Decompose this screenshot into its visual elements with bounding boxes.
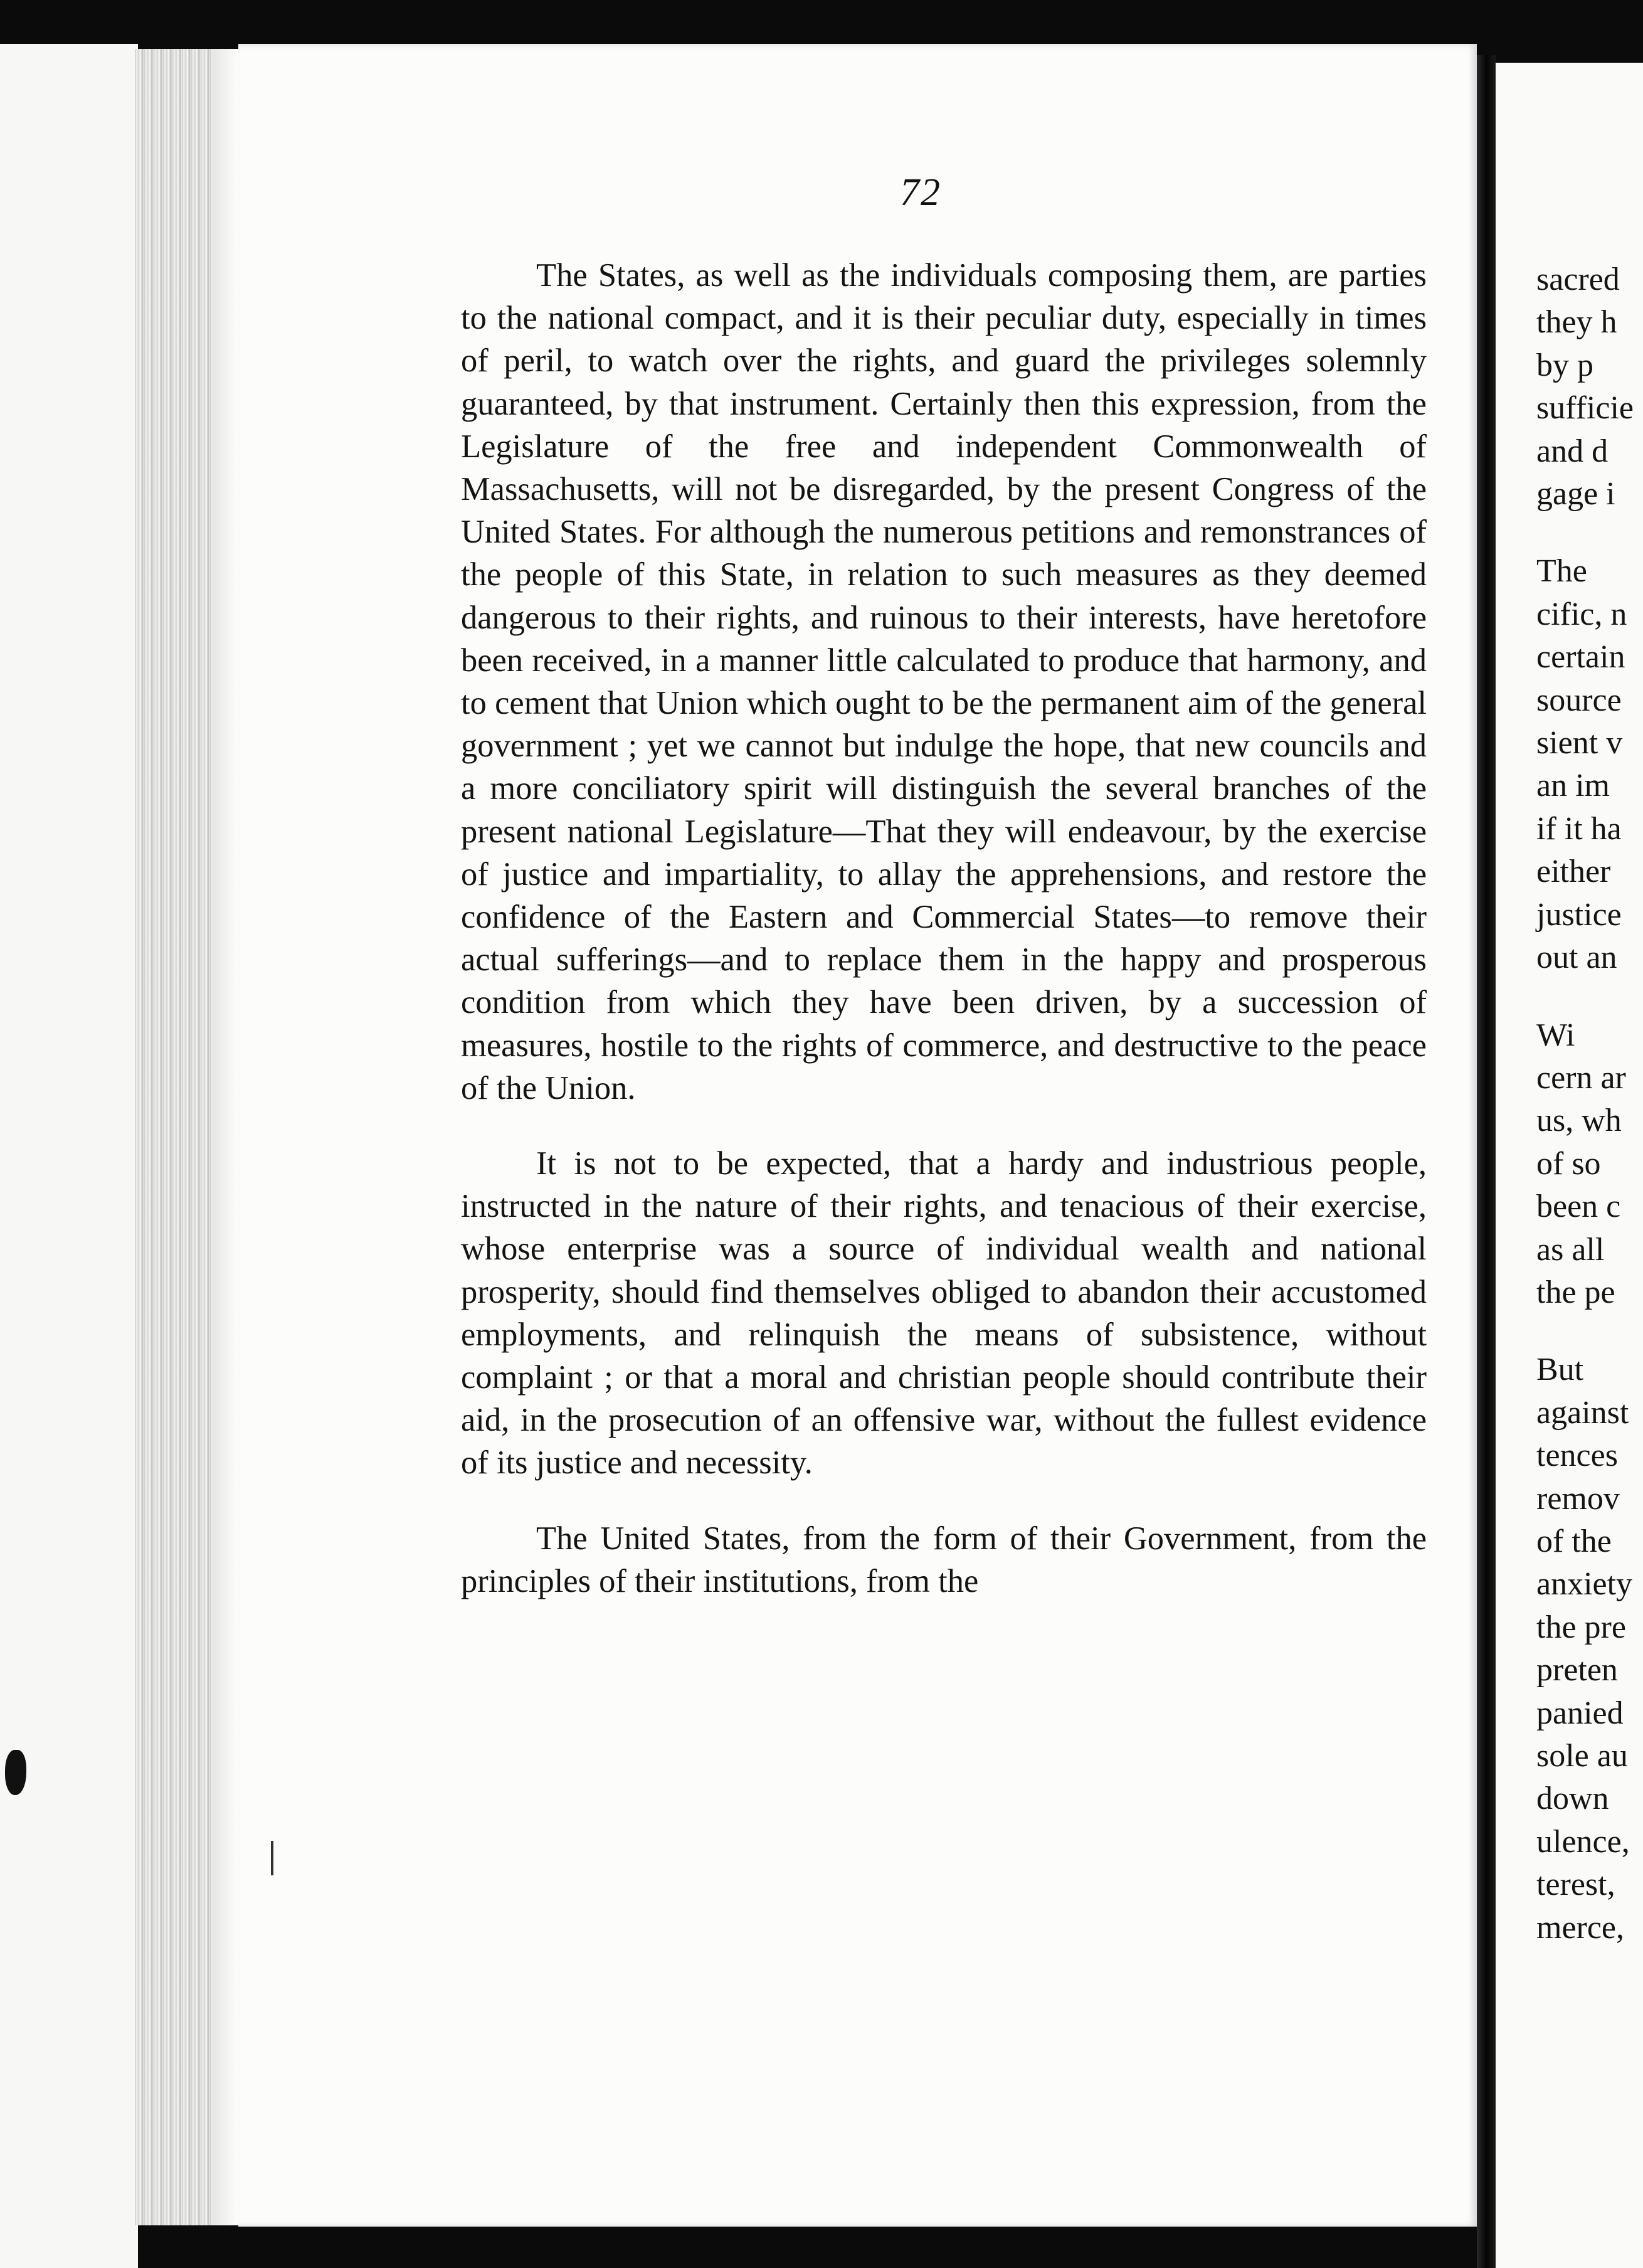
paragraph: The States, as well as the individuals composing them, are parties to the national compact, and it is their peculiar duty, especially in times of peril, to watch over the rights, and guard the privileges solemnly guaranteed, by that instrument. Certainly then this expression, from the Legislature of the free and independent Commonwealth of Massachusetts, will not be disregarded, by the present Congress of the United States. For although the numerous petitions and remonstrances of the people of this State, in relation to such measures as they deemed dangerous to their rights, and ruinous to their interests, have heretofore been received, in a manner little calculated to produce that harmony, and to cement that Union which ought to be the permanent aim of the general government ; yet we cannot but indulge the hope, that new councils and a more conciliatory spirit will distinguish the several branches of the present national Legislature—That they will endeavour, by the exercise of justice and impartiality, to allay the apprehensions, and restore the confidence of the Eastern and Commercial States—to remove their actual sufferings—and to replace them in the happy and prosperous condition from which they have been driven, by a succession of measures, hostile to the rights of commerce, and destructive to the peace of the Union. (461, 257, 1427, 1106)
book-page-edges (135, 49, 238, 2225)
facing-page-line: of so (1536, 1145, 1601, 1182)
facing-page-line: sacred (1536, 262, 1620, 297)
facing-page-line: us, wh (1536, 1103, 1622, 1139)
facing-page-line: certain (1536, 639, 1625, 676)
facing-page-line: panied (1536, 1695, 1624, 1731)
facing-page-text (1536, 258, 1643, 1984)
facing-page-line: down (1536, 1781, 1609, 1817)
book-gutter (1477, 55, 1496, 2268)
facing-page-line: remov (1536, 1480, 1620, 1517)
facing-page-line: as all (1536, 1231, 1605, 1268)
facing-page-line: they h (1536, 304, 1617, 341)
facing-page-line: terest, (1536, 1867, 1615, 1903)
facing-page-line: merce, (1536, 1909, 1625, 1946)
facing-page-line: justice (1536, 896, 1622, 933)
facing-page-line: Wi (1536, 1017, 1575, 1053)
facing-page-line: tences (1536, 1438, 1618, 1474)
facing-page-line: out an (1536, 940, 1617, 976)
facing-page-line: and d (1536, 433, 1609, 469)
facing-page-line: anxiety (1536, 1566, 1633, 1603)
facing-page-paragraph (1536, 1014, 1643, 1315)
facing-page-line: the pre (1536, 1609, 1626, 1645)
facing-page-line: gage i (1536, 476, 1615, 512)
facing-page-line: sufficie (1536, 390, 1634, 427)
paragraph: The United States, from the form of their Government, from the principles of their institutions, from the (461, 1520, 1427, 1599)
page-number: 72 (900, 171, 941, 214)
facing-page-line: cern ar (1536, 1059, 1626, 1096)
facing-page-line: if it ha (1536, 810, 1622, 847)
facing-page-line: either (1536, 854, 1611, 890)
facing-page-line: the pe (1536, 1274, 1615, 1310)
facing-page-line: source (1536, 682, 1622, 718)
facing-page-line: sole au (1536, 1738, 1628, 1774)
margin-mark (271, 1841, 273, 1875)
facing-page-paragraph (1536, 550, 1643, 979)
facing-page-paragraph (1536, 258, 1643, 516)
facing-page-line: by p (1536, 347, 1593, 383)
page-body (461, 254, 1427, 1635)
facing-page-line: sient v (1536, 725, 1623, 761)
facing-page-line: preten (1536, 1652, 1618, 1688)
paragraph: It is not to be expected, that a hardy and industrious people, instructed in the nature of their rights, and tenacious of their exercise, whose enterprise was a source of individual wealth and national prosperity, should find themselves obliged to abandon their accustomed employments, and relinquish the means of subsistence, without complaint ; or that a moral and christian people should contribute their aid, in the prosecution of an offensive war, without the fullest evidence of its justice and necessity. (461, 1145, 1427, 1481)
facing-page-line: cific, n (1536, 596, 1627, 632)
facing-page-line: of the (1536, 1523, 1612, 1559)
facing-page-line: The (1536, 553, 1587, 590)
ink-smudge (5, 1750, 26, 1795)
scanner-bed-margin (0, 44, 138, 2268)
facing-page (1496, 63, 1643, 2268)
facing-page-line: against (1536, 1394, 1629, 1431)
facing-page-line: an im (1536, 768, 1610, 804)
facing-page-line: But (1536, 1352, 1584, 1388)
facing-page-line: been c (1536, 1189, 1621, 1225)
facing-page-paragraph (1536, 1349, 1643, 1949)
facing-page-line: ulence, (1536, 1823, 1630, 1860)
